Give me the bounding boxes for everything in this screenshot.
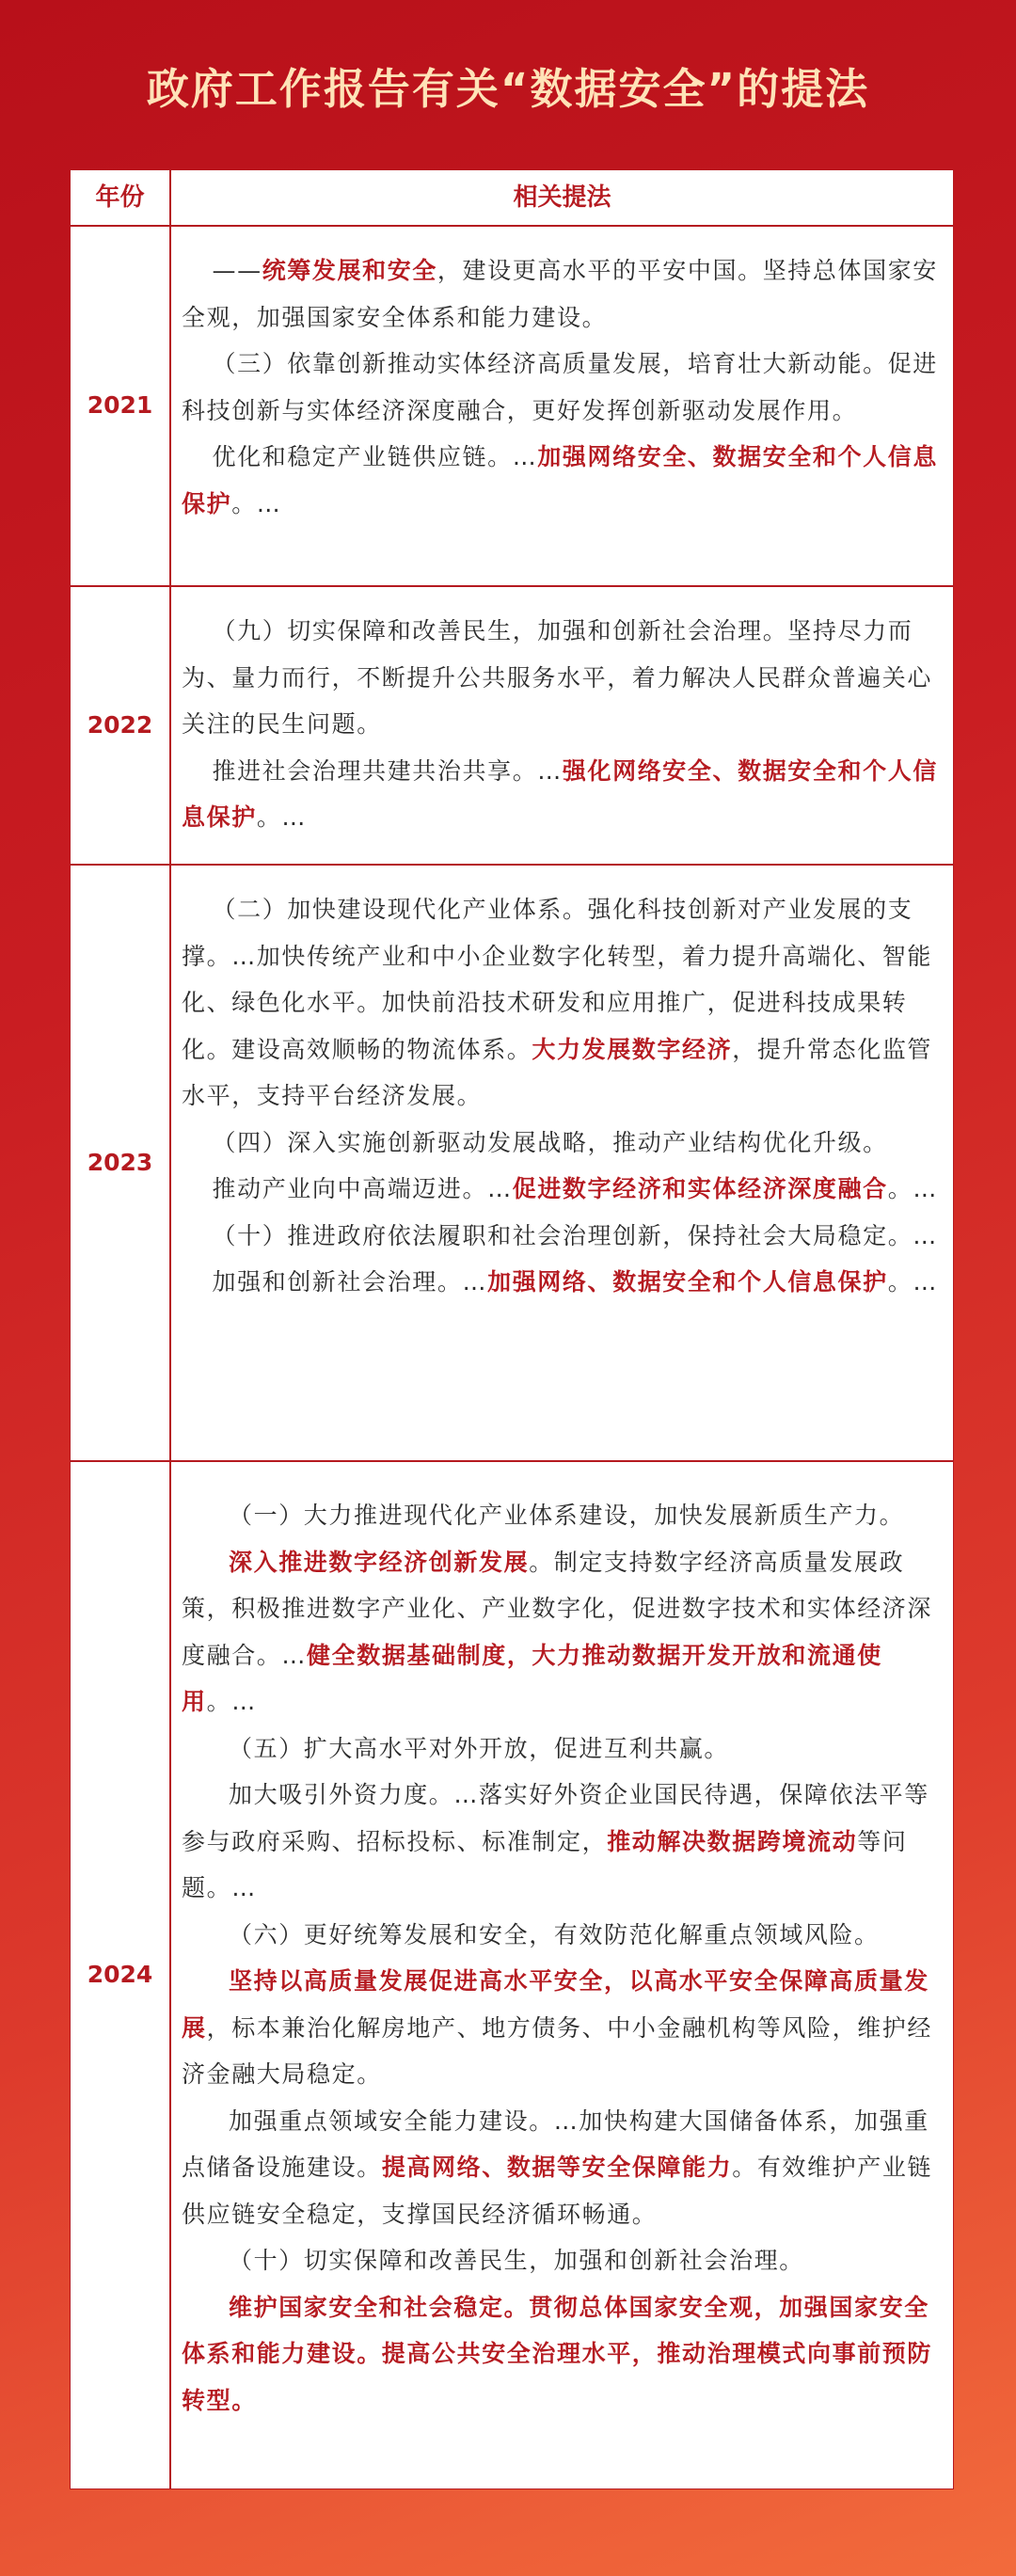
body-text: （十）推进政府依法履职和社会治理创新，保持社会大局稳定。… bbox=[212, 1221, 938, 1249]
body-text: （一）大力推进现代化产业体系建设，加快发展新质生产力。 bbox=[229, 1502, 905, 1529]
table-row-2023 bbox=[71, 866, 953, 1459]
content-paragraph bbox=[182, 2237, 940, 2284]
body-text: 。有效维护产业链供应链安全稳定，支撑国民经济循环畅通。 bbox=[182, 2154, 933, 2228]
content-paragraph bbox=[182, 1259, 940, 1306]
body-text: （五）扩大高水平对外开放，促进互利共赢。 bbox=[229, 1734, 730, 1762]
body-text: ，标本兼治化解房地产、地方债务、中小金融机构等风险，维护经济金融大局稳定。 bbox=[182, 2013, 933, 2088]
highlight-text: 推动解决数据跨境流动 bbox=[607, 1827, 858, 1855]
body-text: （四）深入实施创新驱动发展战略，推动产业结构优化升级。 bbox=[212, 1128, 888, 1156]
body-text: 推进社会治理共建共治共享。… bbox=[212, 756, 563, 785]
body-text: ，提升常态化监管水平，支持平台经济发展。 bbox=[182, 1035, 933, 1109]
highlight-text: 促进数字经济和实体经济深度融合 bbox=[512, 1175, 888, 1202]
content-paragraph bbox=[182, 1213, 940, 1260]
body-text: 加强重点领域安全能力建设。…加快构建大国储备体系，加强重点储备设施建设。 bbox=[182, 2107, 929, 2181]
table-row-2024 bbox=[71, 1462, 953, 2488]
highlight-text: 健全数据基础制度，大力推动数据开发开放和流通使用 bbox=[182, 1641, 882, 1715]
body-text: 推动产业向中高端迈进。… bbox=[212, 1175, 513, 1202]
body-text: （十）切实保障和改善民生，加强和创新社会治理。 bbox=[229, 2247, 804, 2274]
content-paragraph bbox=[182, 1725, 940, 1773]
highlight-text: 统筹发展和安全 bbox=[262, 257, 437, 284]
body-text: （六）更好统筹发展和安全，有效防范化解重点领域风险。 bbox=[229, 1920, 880, 1948]
body-text: 。… bbox=[206, 1688, 257, 1715]
highlight-text: 加强网络、数据安全和个人信息保护 bbox=[487, 1268, 888, 1296]
body-text: 。… bbox=[231, 489, 282, 517]
content-cell bbox=[182, 608, 940, 841]
content-paragraph bbox=[182, 2098, 940, 2238]
highlight-text: 坚持以高质量发展促进高水平安全，以高水平安全保障高质量发展 bbox=[182, 1967, 929, 2042]
body-text: 。制定支持数字经济高质量发展政策，积极推进数字产业化、产业数字化，促进数字技术和实体经济深度融合。… bbox=[182, 1548, 933, 1669]
content-paragraph bbox=[182, 748, 940, 841]
highlight-text: 大力发展数字经济 bbox=[532, 1035, 733, 1063]
body-text: —— bbox=[212, 257, 262, 284]
body-text: （三）依靠创新推动实体经济高质量发展，培育壮大新动能。促进科技创新与实体经济深度融合，更好发挥创新驱动发展作用。 bbox=[182, 350, 938, 424]
body-text: 加强和创新社会治理。… bbox=[212, 1268, 488, 1296]
highlight-text: 深入推进数字经济创新发展 bbox=[229, 1548, 530, 1576]
body-text: 优化和稳定产业链供应链。… bbox=[212, 443, 538, 470]
content-paragraph bbox=[182, 1166, 940, 1213]
year-cell: 2022 bbox=[87, 711, 153, 739]
body-text: 等问题。… bbox=[182, 1827, 908, 1901]
content-paragraph bbox=[182, 434, 940, 527]
content-cell bbox=[182, 886, 940, 1306]
content-paragraph bbox=[182, 2284, 940, 2425]
content-paragraph bbox=[182, 1120, 940, 1167]
year-cell: 2024 bbox=[87, 1961, 153, 1988]
content-paragraph bbox=[182, 1492, 940, 1539]
body-text: 。… bbox=[256, 803, 308, 831]
highlight-text: 强化网络安全、数据安全和个人信息保护 bbox=[182, 756, 938, 831]
highlight-text: 提高网络、数据等安全保障能力 bbox=[381, 2154, 733, 2181]
content-paragraph bbox=[182, 341, 940, 434]
body-text: （二）加快建设现代化产业体系。强化科技创新对产业发展的支撑。…加快传统产业和中小企业数字化转型，着力提升高端化、智能化、绿色化水平。加快前沿技术研发和应用推广，促进科技成果转化。建设高效顺畅的物流体系。 bbox=[182, 896, 933, 1063]
header-content: 相关提法 bbox=[513, 183, 611, 212]
table-row-2022 bbox=[71, 587, 953, 863]
body-text: 加大吸引外资力度。…落实好外资企业国民待遇，保障依法平等参与政府采购、招标投标、标准制定， bbox=[182, 1781, 929, 1855]
content-cell bbox=[182, 1492, 940, 2424]
header-year: 年份 bbox=[95, 183, 145, 212]
content-paragraph bbox=[182, 886, 940, 1120]
content-paragraph bbox=[182, 1772, 940, 1912]
year-cell: 2023 bbox=[87, 1149, 153, 1176]
content-paragraph bbox=[182, 608, 940, 748]
highlight-text: 维护国家安全和社会稳定。贯彻总体国家安全观，加强国家安全体系和能力建设。提高公共安全治理水平，推动治理模式向事前预防转型。 bbox=[182, 2293, 933, 2414]
highlight-text: 加强网络安全、数据安全和个人信息保护 bbox=[182, 443, 938, 517]
content-paragraph bbox=[182, 1958, 940, 2098]
body-text: 。… bbox=[887, 1268, 938, 1296]
content-paragraph bbox=[182, 1912, 940, 1959]
content-paragraph bbox=[182, 247, 940, 341]
content-paragraph bbox=[182, 1539, 940, 1725]
body-text: 。… bbox=[887, 1175, 938, 1202]
body-text: （九）切实保障和改善民生，加强和创新社会治理。坚持尽力而为、量力而行，不断提升公共服务水平，着力解决人民群众普遍关心关注的民生问题。 bbox=[182, 617, 933, 738]
year-cell: 2021 bbox=[87, 391, 153, 419]
table-row-2021 bbox=[71, 227, 953, 584]
data-security-table bbox=[70, 169, 954, 2489]
page-title: 政府工作报告有关“数据安全”的提法 bbox=[146, 64, 870, 114]
content-cell bbox=[182, 247, 940, 527]
body-text: ，建设更高水平的平安中国。坚持总体国家安全观，加强国家安全体系和能力建设。 bbox=[182, 257, 938, 331]
